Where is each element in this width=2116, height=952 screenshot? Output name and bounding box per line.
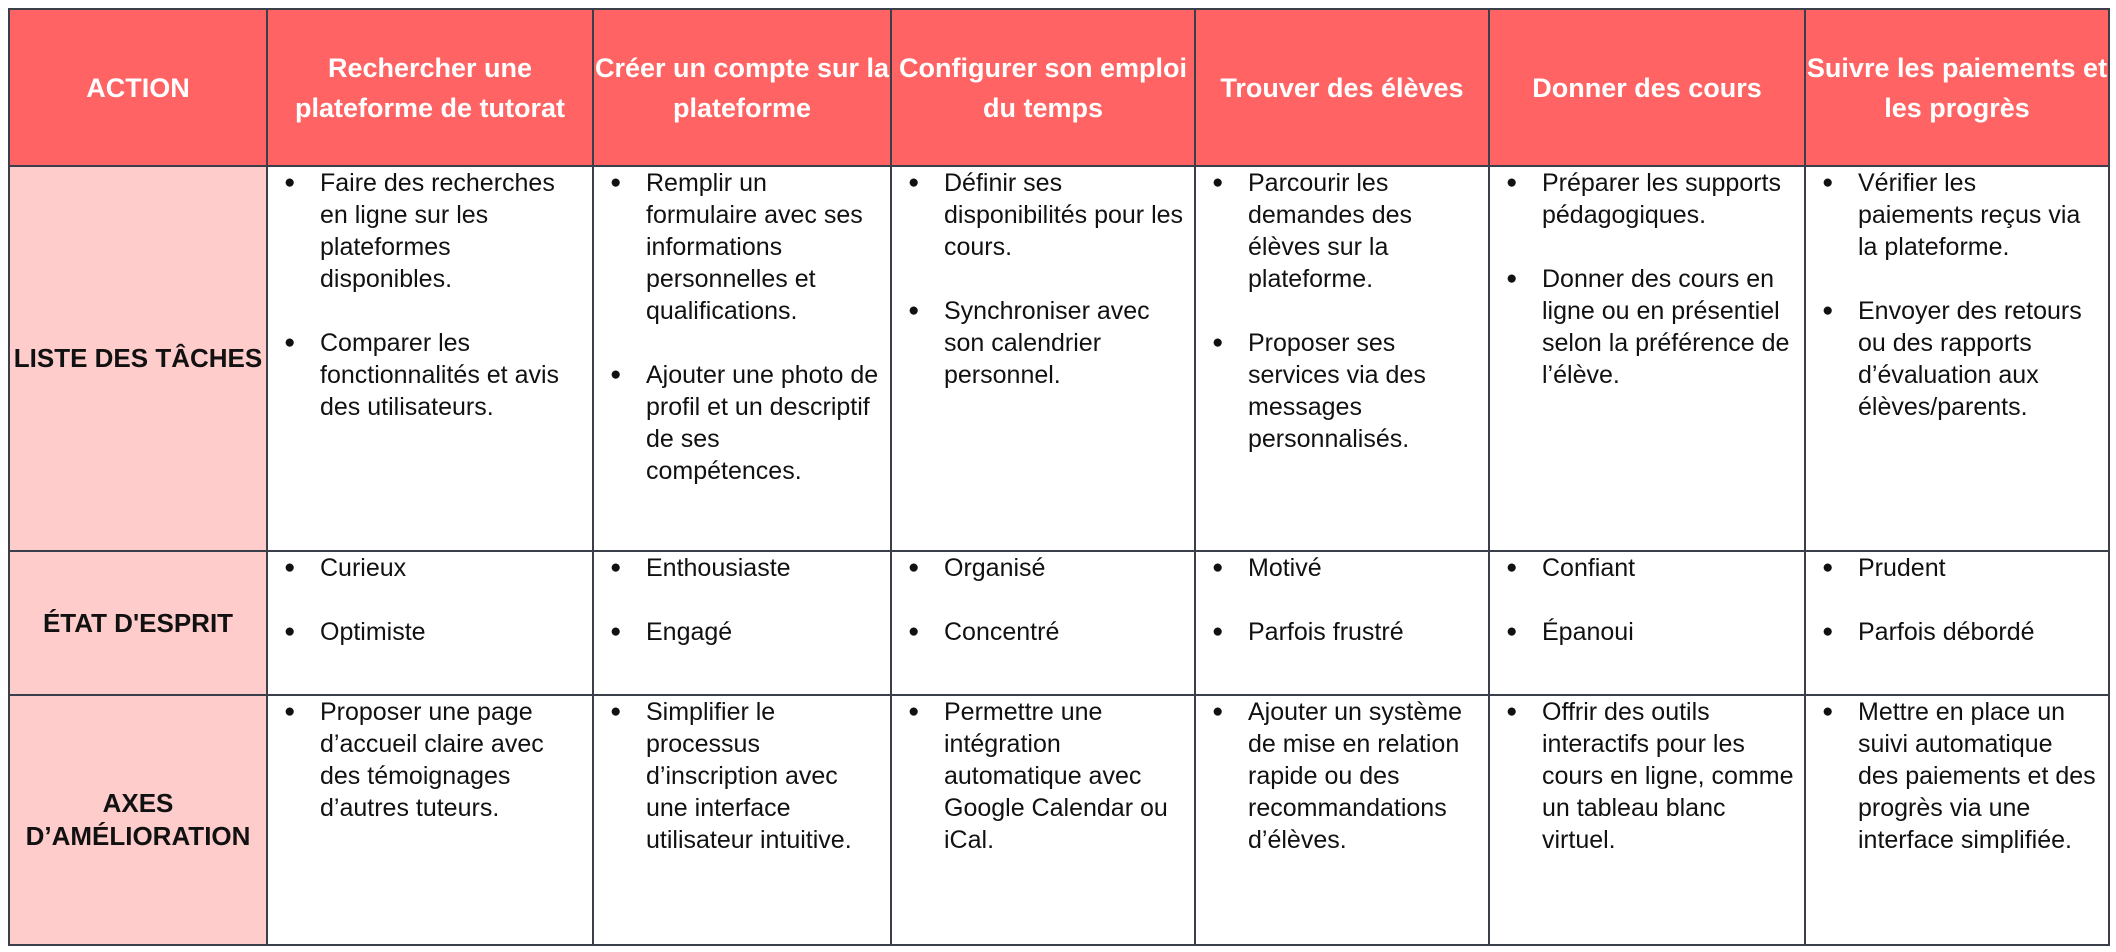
list-item: ● Curieux — [268, 552, 592, 584]
column-header-schedule: Configurer son emploi du temps — [891, 9, 1195, 166]
table-cell — [1195, 551, 1489, 695]
table-cell — [1805, 695, 2109, 945]
row-label-mindset: ÉTAT D'ESPRIT — [9, 551, 267, 695]
table-row-mindset — [9, 551, 2109, 695]
column-header-create-account: Créer un compte sur la plateforme — [593, 9, 891, 166]
list-item: ● Ajouter une photo de profil et un descriptif de ses compétences. — [594, 359, 890, 487]
list-item: ● Parcourir les demandes des élèves sur la plateforme. — [1196, 167, 1488, 295]
bullet-list — [1490, 167, 1804, 391]
table-cell — [1805, 551, 2109, 695]
list-item: ● Offrir des outils interactifs pour les cours en ligne, comme un tableau blanc virtuel. — [1490, 696, 1804, 856]
list-item: ● Parfois frustré — [1196, 616, 1488, 648]
bullet-list — [1806, 167, 2108, 423]
bullet-list — [1490, 552, 1804, 648]
list-item: ● Ajouter un système de mise en relation rapide ou des recommandations d’élèves. — [1196, 696, 1488, 856]
row-label-improvements: AXES D’AMÉLIORATION — [9, 695, 267, 945]
list-item: ● Prudent — [1806, 552, 2108, 584]
corner-header-action: ACTION — [9, 9, 267, 166]
table-cell — [593, 551, 891, 695]
table-row-improvements — [9, 695, 2109, 945]
table-cell — [1805, 166, 2109, 551]
list-item: ● Confiant — [1490, 552, 1804, 584]
table-cell — [1489, 695, 1805, 945]
list-item: ● Vérifier les paiements reçus via la plateforme. — [1806, 167, 2108, 263]
bullet-list — [594, 696, 890, 856]
bullet-list — [892, 696, 1194, 856]
header-row — [9, 9, 2109, 166]
table-cell — [1195, 695, 1489, 945]
column-header-teach: Donner des cours — [1489, 9, 1805, 166]
table-cell — [593, 166, 891, 551]
column-header-research: Rechercher une plateforme de tutorat — [267, 9, 593, 166]
list-item: ● Mettre en place un suivi automatique des paiements et des progrès via une interface simplifiée. — [1806, 696, 2108, 856]
bullet-list — [1196, 552, 1488, 648]
list-item: ● Épanoui — [1490, 616, 1804, 648]
column-header-track-payments: Suivre les paiements et les progrès — [1805, 9, 2109, 166]
list-item: ● Organisé — [892, 552, 1194, 584]
table-cell — [1489, 166, 1805, 551]
table-cell — [1195, 166, 1489, 551]
table-cell — [891, 695, 1195, 945]
bullet-list — [1196, 167, 1488, 455]
list-item: ● Préparer les supports pédagogiques. — [1490, 167, 1804, 231]
table-cell — [1489, 551, 1805, 695]
list-item: ● Définir ses disponibilités pour les cours. — [892, 167, 1194, 263]
list-item: ● Simplifier le processus d’inscription avec une interface utilisateur intuitive. — [594, 696, 890, 856]
bullet-list — [892, 167, 1194, 391]
bullet-list — [1490, 696, 1804, 856]
list-item: ● Motivé — [1196, 552, 1488, 584]
bullet-list — [268, 696, 592, 824]
list-item: ● Engagé — [594, 616, 890, 648]
table-cell — [891, 551, 1195, 695]
bullet-list — [1196, 696, 1488, 856]
list-item: ● Faire des recherches en ligne sur les plateformes disponibles. — [268, 167, 592, 295]
list-item: ● Parfois débordé — [1806, 616, 2108, 648]
journey-map-table — [8, 8, 2110, 946]
list-item: ● Optimiste — [268, 616, 592, 648]
list-item: ● Proposer une page d’accueil claire avec des témoignages d’autres tuteurs. — [268, 696, 592, 824]
list-item: ● Comparer les fonctionnalités et avis des utilisateurs. — [268, 327, 592, 423]
list-item: ● Permettre une intégration automatique avec Google Calendar ou iCal. — [892, 696, 1194, 856]
list-item: ● Enthousiaste — [594, 552, 890, 584]
list-item: ● Donner des cours en ligne ou en présentiel selon la préférence de l’élève. — [1490, 263, 1804, 391]
bullet-list — [268, 552, 592, 648]
bullet-list — [892, 552, 1194, 648]
list-item: ● Proposer ses services via des messages personnalisés. — [1196, 327, 1488, 455]
bullet-list — [268, 167, 592, 423]
row-label-tasks: LISTE DES TÂCHES — [9, 166, 267, 551]
table-row-tasks — [9, 166, 2109, 551]
bullet-list — [1806, 552, 2108, 648]
bullet-list — [1806, 696, 2108, 856]
bullet-list — [594, 552, 890, 648]
column-header-find-students: Trouver des élèves — [1195, 9, 1489, 166]
list-item: ● Remplir un formulaire avec ses informations personnelles et qualifications. — [594, 167, 890, 327]
table-cell — [267, 695, 593, 945]
bullet-list — [594, 167, 890, 487]
list-item: ● Synchroniser avec son calendrier personnel. — [892, 295, 1194, 391]
table-cell — [267, 551, 593, 695]
table-cell — [891, 166, 1195, 551]
table-cell — [593, 695, 891, 945]
table-cell — [267, 166, 593, 551]
list-item: ● Envoyer des retours ou des rapports d’évaluation aux élèves/parents. — [1806, 295, 2108, 423]
list-item: ● Concentré — [892, 616, 1194, 648]
